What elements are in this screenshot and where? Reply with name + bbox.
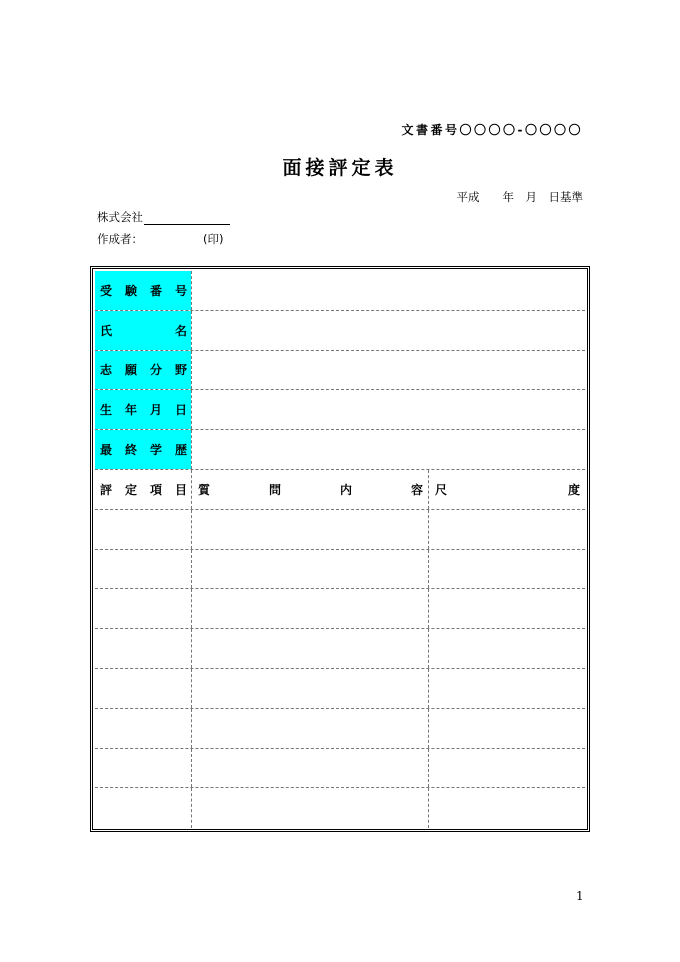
table-row bbox=[95, 510, 585, 550]
question-content-cell[interactable] bbox=[192, 589, 428, 628]
header-question-char: 問 bbox=[268, 482, 281, 497]
header-evaluation-item bbox=[95, 470, 191, 509]
header-item-char: 目 bbox=[174, 482, 187, 497]
table-row bbox=[95, 709, 585, 749]
info-label-char: 分 bbox=[149, 363, 162, 378]
info-row bbox=[95, 430, 585, 470]
document-number: 文書番号〇〇〇〇-〇〇〇〇 bbox=[401, 123, 583, 137]
table-row bbox=[95, 629, 585, 669]
header-item-char: 項 bbox=[149, 482, 162, 497]
question-content-cell[interactable] bbox=[192, 788, 428, 828]
question-content-cell[interactable] bbox=[192, 550, 428, 589]
info-label-char: 日 bbox=[174, 403, 187, 418]
info-row bbox=[95, 351, 585, 391]
column-divider bbox=[191, 470, 192, 509]
evaluation-item-cell[interactable] bbox=[95, 669, 191, 708]
info-value-field[interactable] bbox=[192, 271, 585, 310]
info-label-char: 歴 bbox=[174, 443, 187, 458]
scale-cell[interactable] bbox=[429, 510, 585, 549]
info-label-char: 年 bbox=[124, 403, 137, 418]
info-row bbox=[95, 390, 585, 430]
column-divider bbox=[428, 470, 429, 509]
scale-cell[interactable] bbox=[429, 629, 585, 668]
info-label-char: 号 bbox=[174, 283, 187, 298]
company-line bbox=[97, 209, 230, 225]
scale-cell[interactable] bbox=[429, 709, 585, 748]
scale-cell[interactable] bbox=[429, 669, 585, 708]
header-scale-char: 尺 bbox=[435, 482, 448, 497]
question-content-cell[interactable] bbox=[192, 669, 428, 708]
info-label-char: 願 bbox=[124, 363, 137, 378]
info-value-field[interactable] bbox=[192, 311, 585, 350]
info-row-label bbox=[95, 351, 191, 390]
table-row bbox=[95, 589, 585, 629]
table-row bbox=[95, 669, 585, 709]
date-basis-line: 平成 年 月 日基準 bbox=[456, 190, 583, 204]
question-content-cell[interactable] bbox=[192, 749, 428, 788]
header-question-char: 容 bbox=[410, 482, 423, 497]
header-question-char: 質 bbox=[198, 482, 211, 497]
info-row-label bbox=[95, 271, 191, 310]
header-scale bbox=[430, 470, 585, 509]
evaluation-item-cell[interactable] bbox=[95, 629, 191, 668]
evaluation-item-cell[interactable] bbox=[95, 749, 191, 788]
question-content-cell[interactable] bbox=[192, 629, 428, 668]
scale-cell[interactable] bbox=[429, 589, 585, 628]
scale-cell[interactable] bbox=[429, 788, 585, 828]
info-label-char: 月 bbox=[149, 403, 162, 418]
page-number: 1 bbox=[576, 889, 584, 903]
info-label-char: 学 bbox=[149, 443, 162, 458]
info-value-field[interactable] bbox=[192, 351, 585, 390]
table-row bbox=[95, 550, 585, 590]
info-label-char: 受 bbox=[100, 283, 113, 298]
evaluation-item-cell[interactable] bbox=[95, 589, 191, 628]
evaluation-item-cell[interactable] bbox=[95, 788, 191, 828]
evaluation-form bbox=[90, 266, 590, 832]
info-row-label bbox=[95, 390, 191, 429]
question-content-cell[interactable] bbox=[192, 510, 428, 549]
company-label: 株式会社 bbox=[97, 210, 143, 224]
scale-cell[interactable] bbox=[429, 749, 585, 788]
scale-cell[interactable] bbox=[429, 550, 585, 589]
evaluation-item-cell[interactable] bbox=[95, 550, 191, 589]
table-header-row bbox=[95, 470, 585, 510]
form-grid bbox=[95, 271, 585, 827]
table-row bbox=[95, 749, 585, 789]
evaluation-item-cell[interactable] bbox=[95, 510, 191, 549]
info-row bbox=[95, 271, 585, 311]
info-label-char: 名 bbox=[174, 323, 187, 338]
info-row-label bbox=[95, 311, 191, 350]
info-value-field[interactable] bbox=[192, 390, 585, 429]
header-item-char: 評 bbox=[100, 482, 113, 497]
table-row bbox=[95, 788, 585, 828]
info-label-char: 志 bbox=[100, 363, 113, 378]
seal-label: (印) bbox=[203, 232, 224, 246]
header-item-char: 定 bbox=[124, 482, 137, 497]
author-label: 作成者： bbox=[97, 232, 143, 246]
info-label-char: 最 bbox=[100, 443, 113, 458]
info-label-char: 野 bbox=[174, 363, 187, 378]
evaluation-item-cell[interactable] bbox=[95, 709, 191, 748]
header-question-char: 内 bbox=[339, 482, 352, 497]
info-row bbox=[95, 311, 585, 351]
question-content-cell[interactable] bbox=[192, 709, 428, 748]
info-row-label bbox=[95, 430, 191, 469]
author-line bbox=[97, 231, 223, 247]
company-name-field[interactable] bbox=[144, 212, 230, 225]
info-label-char: 生 bbox=[100, 403, 113, 418]
info-value-field[interactable] bbox=[192, 430, 585, 469]
info-label-char: 氏 bbox=[100, 323, 113, 338]
header-scale-char: 度 bbox=[567, 482, 580, 497]
header-question-content bbox=[193, 470, 429, 509]
info-label-char: 番 bbox=[149, 283, 162, 298]
info-label-char: 終 bbox=[124, 443, 137, 458]
page-title: 面接評定表 bbox=[282, 157, 398, 179]
info-label-char: 験 bbox=[124, 283, 137, 298]
